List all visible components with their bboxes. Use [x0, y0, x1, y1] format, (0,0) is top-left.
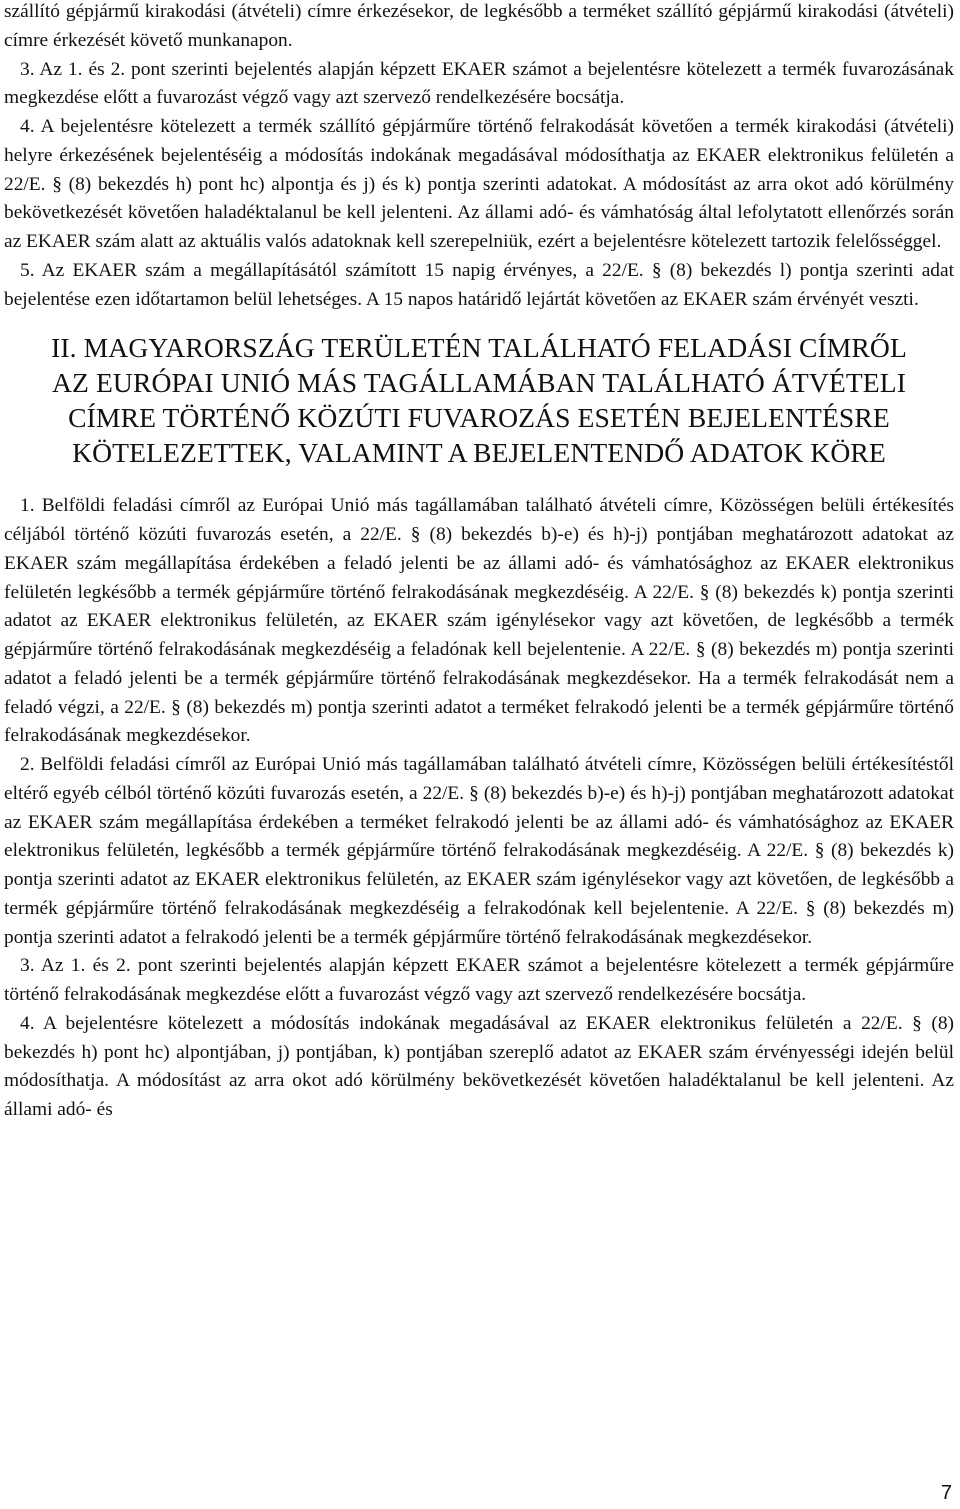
- paragraph-section2-point3: 3. Az 1. és 2. pont szerinti bejelentés alapján képzett EKAER számot a bejelentésre kötelezett a termék gépjárműre történő felrakodásának megkezdése előtt a fuvarozást végző vagy azt szervező rendelkezésére bocsátja.: [4, 955, 954, 1005]
- section-heading: [4, 330, 954, 470]
- paragraph-continuation: szállító gépjármű kirakodási (átvételi) címre érkezésekor, de legkésőbb a terméket szállító gépjármű kirakodási (átvételi) címre érkezését követő munkanapon.: [4, 1, 954, 51]
- heading-line: II. MAGYARORSZÁG TERÜLETÉN TALÁLHATÓ FELADÁSI CÍMRŐL: [51, 332, 907, 364]
- paragraph-section2-point2: 2. Belföldi feladási címről az Európai Unió más tagállamában található átvételi címre, Közösségen belüli értékesítéstől eltérő egyéb célból történő közúti fuvarozás esetén, a 22/E. § (8) bekezdés b)-e) és h)-j) pontjában meghatározott adatokat az EKAER szám megállapítása érdekében a terméket felrakodó jelenti be az állami adó- és vámhatósághoz az EKAER elektronikus felületén, legkésőbb a termék gépjárműre történő felrakodásának megkezdéséig. A 22/E. § (8) bekezdés k) pontja szerinti adatot az EKAER elektronikus felületén, az EKAER szám igénylésekor vagy azt követően, de legkésőbb a termék gépjárműre történő felrakodásának megkezdéséig a felrakodónak kell bejelentenie. A 22/E. § (8) bekezdés m) pontja szerinti adatot a felrakodó jelenti be a termék gépjárműre történő felrakodásának megkezdésekor.: [4, 754, 954, 948]
- paragraph-section2-point1: 1. Belföldi feladási címről az Európai Unió más tagállamában található átvételi címre, Közösségen belüli értékesítés céljából történő közúti fuvarozás esetén, a 22/E. § (8) bekezdés b)-e) és h)-j) pontjában meghatározott adatokat az EKAER szám megállapítása érdekében a feladó jelenti be az állami adó- és vámhatósághoz az EKAER elektronikus felületén legkésőbb a termék gépjárműre történő felrakodásának megkezdéséig. A 22/E. § (8) bekezdés k) pontja szerinti adatot az EKAER elektronikus felületén, az EKAER szám igénylésekor vagy azt követően, de legkésőbb a termék gépjárműre történő felrakodásának megkezdéséig a feladónak kell bejelentenie. A 22/E. § (8) bekezdés m) pontja szerinti adatot a feladó jelenti be a termék gépjárműre történő felrakodásának megkezdésekor. Ha a termék felrakodását nem a feladó végzi, a 22/E. § (8) bekezdés m) pontja szerinti adatot a terméket felrakodó jelenti be a termék gépjárműre történő felrakodásának megkezdésekor.: [4, 495, 954, 747]
- paragraph-section1-point4: 4. A bejelentésre kötelezett a termék szállító gépjárműre történő felrakodását követően a termék kirakodási (átvételi) helyre érkezésének bejelentéséig a módosítás indokának megadásával módosíthatja az EKAER elektronikus felületén a 22/E. § (8) bekezdés h) pont hc) alpontja és j) és k) pontja szerinti adatokat. A módosítást az arra okot adó körülmény bekövetkezését követően haladéktalanul be kell jelenteni. Az állami adó- és vámhatóság által lefolytatott ellenőrzés során az EKAER szám alatt az aktuális valós adatoknak kell szerepelniük, ezért a bejelentésre kötelezett tartozik felelősséggel.: [4, 116, 954, 252]
- paragraph-section2-point4: 4. A bejelentésre kötelezett a módosítás indokának megadásával az EKAER elektronikus felületén a 22/E. § (8) bekezdés h) pont hc) alpontjában, j) pontjában, k) pontjában szereplő adatot az EKAER szám érvényességi idején belül módosíthatja. A módosítást az arra okot adó körülmény bekövetkezését követően haladéktalanul be kell jelenteni. Az állami adó- és: [4, 1012, 954, 1120]
- paragraph-section1-point5: 5. Az EKAER szám a megállapításától számított 15 napig érvényes, a 22/E. § (8) bekezdés l) pontja szerinti adat bejelentése ezen időtartamon belül lehetséges. A 15 napos határidő lejártát követően az EKAER szám érvényét veszti.: [4, 259, 954, 310]
- heading-line: KÖTELEZETTEK, VALAMINT A BEJELENTENDŐ ADATOK KÖRE: [72, 437, 886, 469]
- page-number: 7: [940, 1482, 952, 1504]
- heading-line: AZ EURÓPAI UNIÓ MÁS TAGÁLLAMÁBAN TALÁLHATÓ ÁTVÉTELI: [52, 367, 906, 399]
- paragraph-section1-point3: 3. Az 1. és 2. pont szerinti bejelentés alapján képzett EKAER számot a bejelentésre kötelezett a termék fuvarozásának megkezdése előtt a fuvarozást végző vagy azt szervező rendelkezésére bocsátja.: [4, 58, 954, 109]
- document-page: [4, 0, 954, 1125]
- heading-line: CÍMRE TÖRTÉNŐ KÖZÚTI FUVAROZÁS ESETÉN BEJELENTÉSRE: [68, 402, 890, 434]
